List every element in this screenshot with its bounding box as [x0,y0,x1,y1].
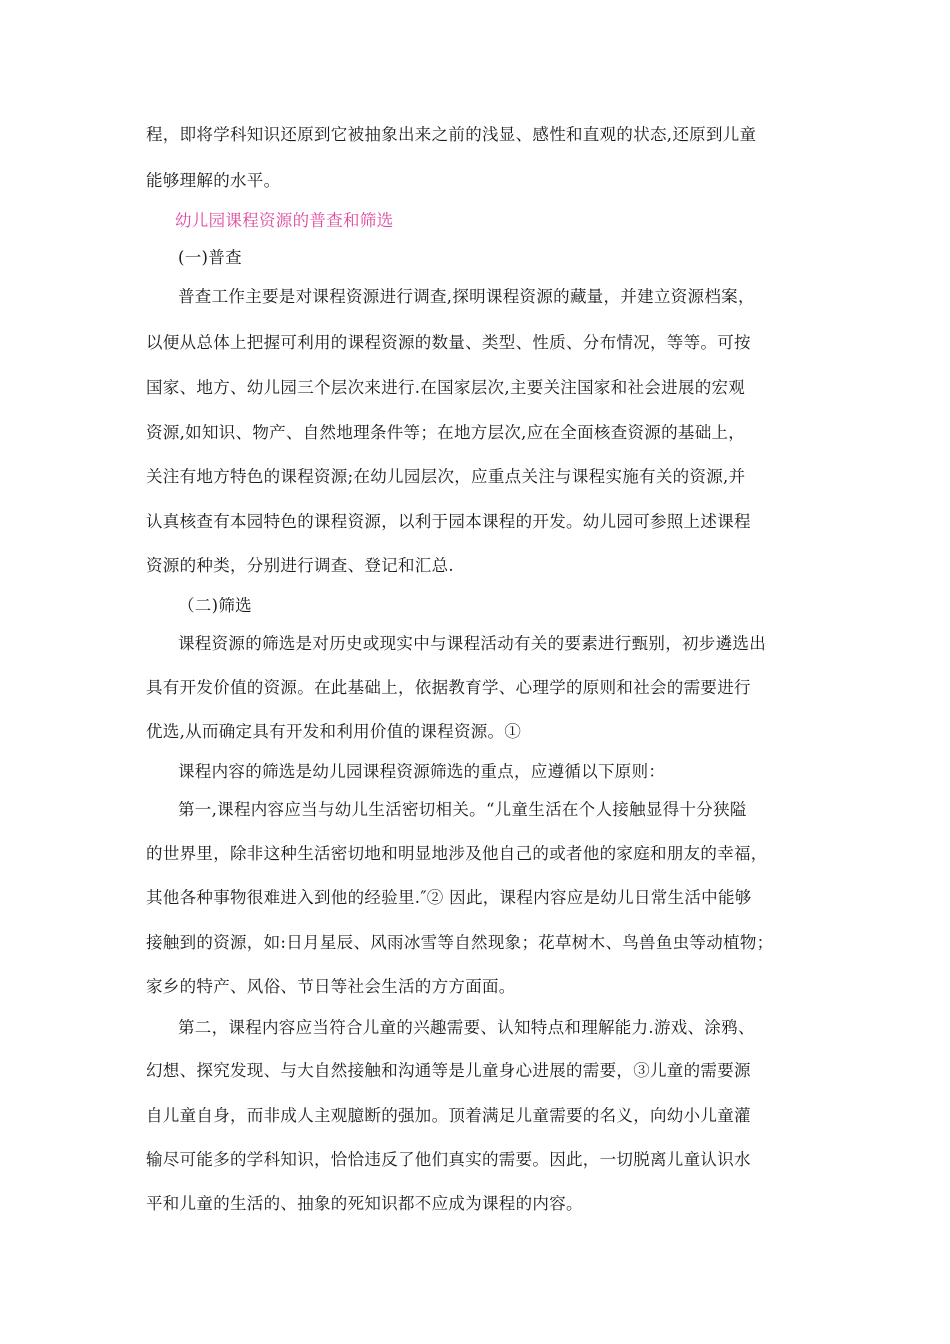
body-text-line: 程，即将学科知识还原到它被抽象出来之前的浅显、感性和直观的状态,还原到儿童 [146,125,757,144]
subsection-heading-screening: （二)筛选 [178,596,252,615]
body-text-line: 家乡的特产、风俗、节日等社会生活的方方面面。 [146,977,516,996]
body-text-line: 课程资源的筛选是对历史或现实中与课程活动有关的要素进行甄别，初步遴选出 [178,634,766,653]
body-text-line: 资源,如知识、物产、自然地理条件等；在地方层次,应在全面核查资源的基础上， [146,423,746,442]
body-text-line: 接触到的资源，如:日月星辰、风雨冰雪等自然现象；花草树木、鸟兽鱼虫等动植物； [146,933,774,952]
body-text-line: 国家、地方、幼儿园三个层次来进行.在国家层次,主要关注国家和社会进展的宏观 [146,378,746,397]
body-text-line: 优选,从而确定具有开发和利用价值的课程资源。① [146,722,522,741]
body-text-line: 能够理解的水平。 [146,171,281,190]
body-text-line: 的世界里，除非这种生活密切地和明显地涉及他自己的或者他的家庭和朋友的幸福， [146,844,768,863]
body-text-line: 关注有地方特色的课程资源;在幼儿园层次，应重点关注与课程实施有关的资源,并 [146,467,746,486]
body-text-line: 第一,课程内容应当与幼儿生活密切相关。“儿童生活在个人接触显得十分狭隘 [178,800,747,819]
body-text-line: 普查工作主要是对课程资源进行调查,探明课程资源的藏量，并建立资源档案， [178,287,755,306]
body-text-line: 课程内容的筛选是幼儿园课程资源筛选的重点，应遵循以下原则： [178,762,666,781]
body-text-line: 平和儿童的生活的、抽象的死知识都不应成为课程的内容。 [146,1194,583,1213]
body-text-line: 自儿童自身，而非成人主观臆断的强加。顶着满足儿童需要的名义，向幼小儿童灌 [146,1106,751,1125]
body-text-line: 输尽可能多的学科知识，恰恰违反了他们真实的需要。因此，一切脱离儿童认识水 [146,1150,751,1169]
body-text-line: 资源的种类，分别进行调查、登记和汇总. [146,556,454,575]
body-text-line: 第二，课程内容应当符合儿童的兴趣需要、认知特点和理解能力.游戏、涂鸦、 [178,1018,755,1037]
body-text-line: 认真核查有本园特色的课程资源，以利于园本课程的开发。幼儿园可参照上述课程 [146,512,751,531]
body-text-line: 以便从总体上把握可利用的课程资源的数量、类型、性质、分布情况，等等。可按 [146,333,751,352]
body-text-line: 具有开发价值的资源。在此基础上，依据教育学、心理学的原则和社会的需要进行 [146,678,751,697]
subsection-heading-survey: (一)普查 [178,248,242,267]
body-text-line: 其他各种事物很难进入到他的经验里.″② 因此，课程内容应是幼儿日常生活中能够 [146,888,752,907]
section-heading: 幼儿园课程资源的普查和筛选 [175,211,394,230]
body-text-line: 幻想、探究发现、与大自然接触和沟通等是儿童身心进展的需要，③儿童的需要源 [146,1061,751,1080]
